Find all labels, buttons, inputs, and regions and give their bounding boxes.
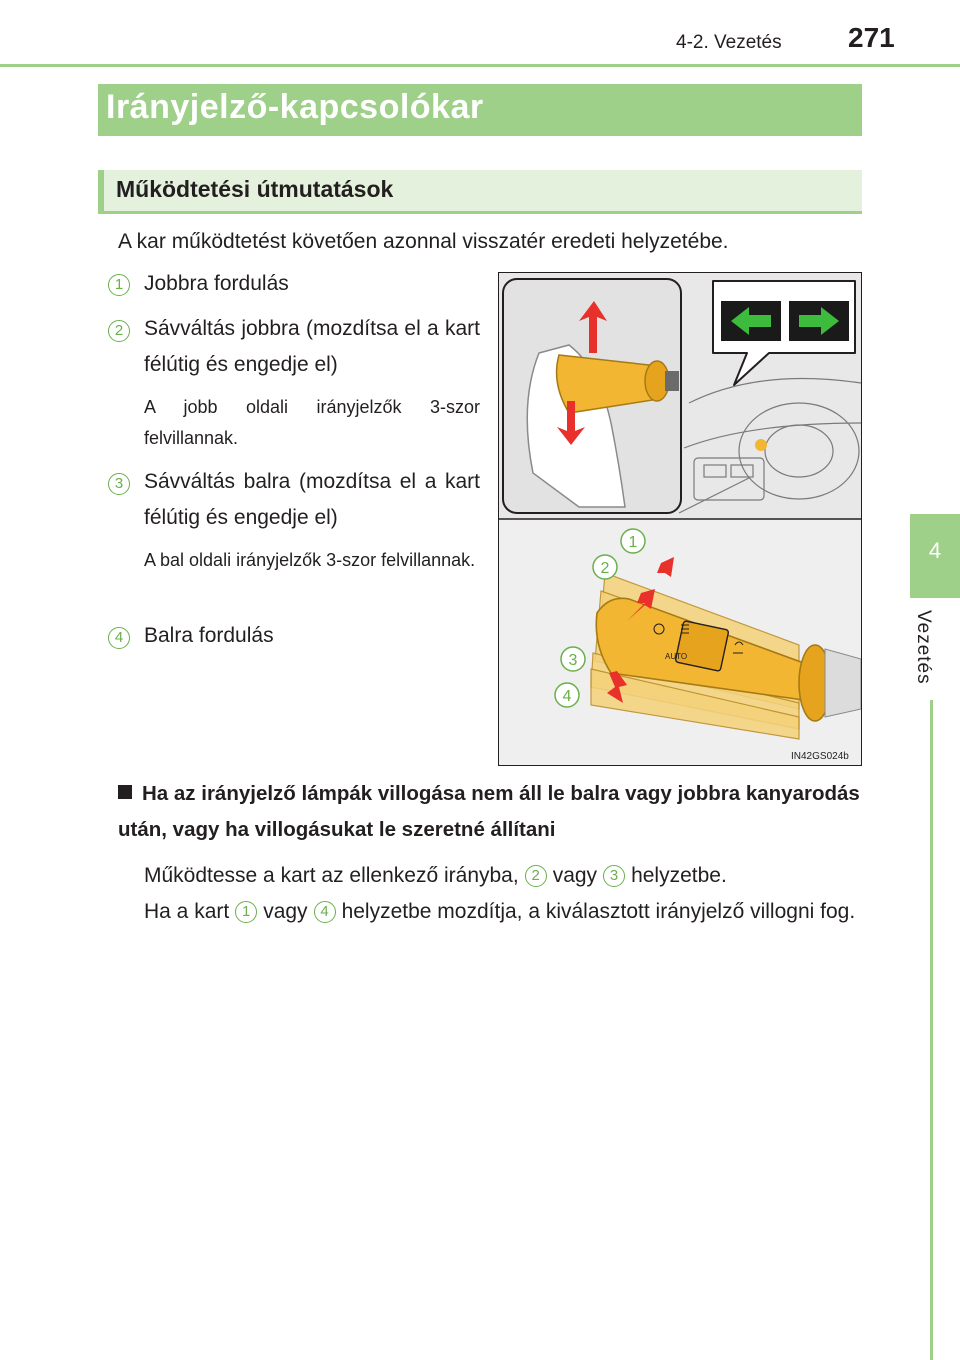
step-1-text: Jobbra fordulás xyxy=(144,272,289,295)
step-4-text: Balra fordulás xyxy=(144,624,274,647)
note-heading-text: Ha az irányjelző lámpák villogása nem áll le balra vagy jobbra kanyarodás után, vagy ha villogásukat le szeretné állítani xyxy=(118,782,860,841)
note-heading xyxy=(118,776,862,848)
step-marker-3: 3 xyxy=(108,473,130,495)
figure-code: IN42GS024b xyxy=(791,751,849,762)
note-line-1 xyxy=(144,858,862,894)
note-line2-after: helyzetbe mozdítja, a kiválasztott irányjelző villogni fog. xyxy=(341,900,856,923)
note-line2-mid: vagy xyxy=(263,900,308,923)
figure-marker-3: 3 xyxy=(568,652,578,669)
section-header: 4-2. Vezetés xyxy=(676,32,782,53)
header-rule xyxy=(0,64,960,67)
bullet-square-icon xyxy=(118,785,132,799)
step-2-note: A jobb oldali irányjelzők 3-szor felvillannak. xyxy=(144,397,480,448)
step-3-note: A bal oldali irányjelzők 3-szor felvillannak. xyxy=(144,550,476,570)
step-marker-4: 4 xyxy=(108,627,130,649)
step-marker-2: 2 xyxy=(108,320,130,342)
page-number: 271 xyxy=(848,22,895,53)
chapter-number: 4 xyxy=(928,538,942,563)
note-line2-before: Ha a kart xyxy=(144,900,230,923)
note-line1-mid: vagy xyxy=(552,864,598,887)
chapter-label xyxy=(912,610,942,690)
auto-label: AUTO xyxy=(665,652,688,661)
intro-text: A kar működtetést követően azonnal visszatér eredeti helyzetébe. xyxy=(118,230,729,253)
step-2-text: Sávváltás jobbra (mozdítsa el a kart félútig és engedje el) xyxy=(144,317,480,376)
step-marker-1: 1 xyxy=(108,274,130,296)
figure-marker-2: 2 xyxy=(600,560,610,577)
subsection-title: Működtetési útmutatások xyxy=(116,176,394,202)
lever-illustration xyxy=(499,273,861,765)
inline-marker-4: 4 xyxy=(314,901,336,923)
step-3-text: Sávváltás balra (mozdítsa el a kart félútig és engedje el) xyxy=(144,470,480,529)
note-line1-before: Működtesse a kart az ellenkező irányba, xyxy=(144,864,519,887)
chapter-label-text: Vezetés xyxy=(913,610,934,685)
note-line-2 xyxy=(144,894,862,930)
figure-marker-4: 4 xyxy=(562,688,572,705)
figure-marker-1: 1 xyxy=(628,534,638,551)
inline-marker-1: 1 xyxy=(235,901,257,923)
note-body xyxy=(144,858,862,930)
inline-marker-2: 2 xyxy=(525,865,547,887)
note-line1-after: helyzetbe. xyxy=(631,864,727,887)
inline-marker-3: 3 xyxy=(603,865,625,887)
lever-figure xyxy=(498,272,862,766)
page-title: Irányjelző-kapcsolókar xyxy=(106,88,484,126)
chapter-rule xyxy=(930,700,933,1360)
